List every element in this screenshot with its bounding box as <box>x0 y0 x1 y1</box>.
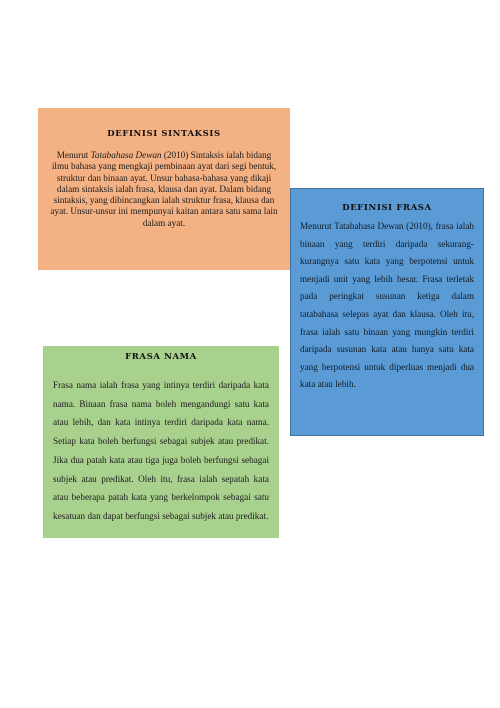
frasa-nama-title: FRASA NAMA <box>125 352 197 362</box>
frasa-nama-box <box>43 346 279 538</box>
definisi-sintaksis-box <box>38 108 290 270</box>
frasa-nama-text: Frasa nama ialah frasa yang intinya terdiri daripada kata nama. Binaan frasa nama boleh mengandungi satu kata atau lebih, dan kata intinya terdiri daripada kata nama. Setiap kata boleh berfungsi sebagai subjek atau predikat. Jika dua patah kata atau tiga juga boleh berfungsi sebagai subjek atau predikat. Oleh itu, frasa ialah sepatah kata atau beberapa patah kata yang berkelompok sebagai satu kesatuan dan dapat berfungsi sebagai subjek atau predikat. <box>53 380 269 521</box>
definisi-sintaksis-text-rest: (2010) Sintaksis ialah bidang ilmu bahasa yang mengkaji pembinaan ayat dari segi bentuk, struktur dan binaan ayat. Unsur bahasa-bahasa yang dikaji dalam sintaksis ialah frasa, klausa dan ayat. Dalam bidang sintaksis, yang dibincangkan ialah struktur frasa, klausa dan ayat. Unsur-unsur ini mempunyai kaitan antara satu sama lain dalam ayat. <box>50 150 278 228</box>
definisi-frasa-text: Menurut Tatabahasa Dewan (2010), frasa ialah binaan yang terdiri daripada sekurang-kurangnya satu kata yang berpotensi untuk menjadi unit yang lebih besar. Frasa terletak pada peringkat susunan ketiga dalam tatabahasa selepas ayat dan klausa. Oleh itu, frasa ialah satu binaan yang mungkin terdiri daripada susunan kata atau hanya satu kata yang berpotensi untuk diperluas menjadi dua kata atau lebih. <box>300 221 474 390</box>
definisi-frasa-box <box>290 188 484 436</box>
definisi-sintaksis-text <box>48 150 280 229</box>
definisi-sintaksis-title: DEFINISI SINTAKSIS <box>107 129 221 139</box>
book-title-italic: Tatabahasa Dewan <box>90 150 162 160</box>
definisi-frasa-title: DEFINISI FRASA <box>342 203 432 213</box>
definisi-sintaksis-text-start: Menurut <box>56 150 91 160</box>
